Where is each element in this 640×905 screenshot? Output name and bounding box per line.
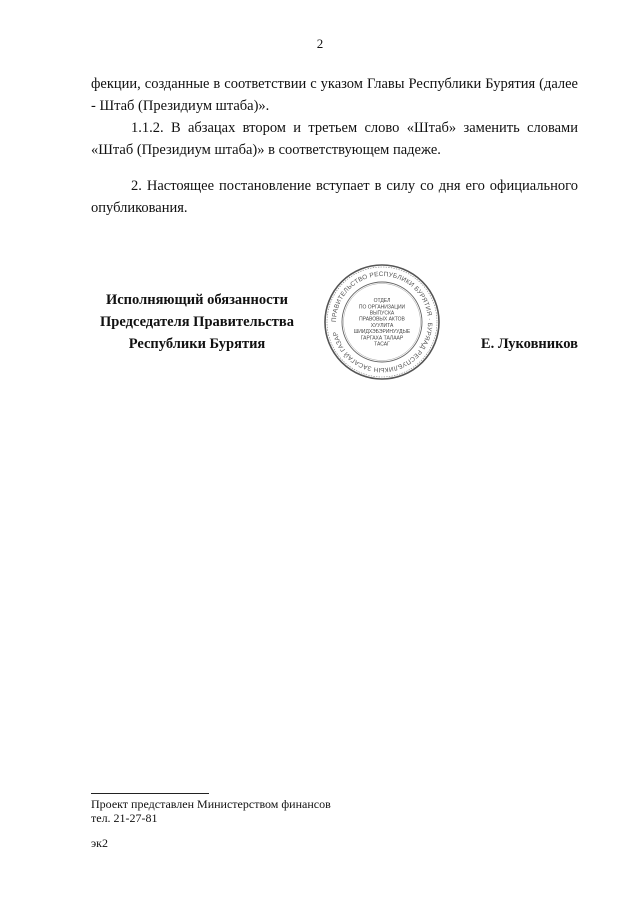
seal-inner-line: ТАСАГ	[374, 341, 390, 348]
seal-inner-text	[354, 298, 411, 347]
footer-phone: тел. 21-27-81	[91, 811, 158, 825]
paragraph-item-2: 2. Настоящее постановление вступает в силу со дня его официального опубликования.	[91, 178, 578, 216]
signatory-line-3: Республики Бурятия	[128, 336, 266, 352]
body-text-block	[91, 73, 578, 161]
footer-divider	[91, 793, 209, 794]
official-seal-icon	[322, 262, 442, 382]
page-number: 2	[316, 36, 324, 51]
seal-inner-line: ГАРГАХА ТАЛААР	[360, 335, 404, 342]
seal-inner-line: ШИИДХЭБЭРИНУУДЫЕ	[353, 329, 411, 336]
footer-presented-by: Проект представлен Министерством финансов	[91, 797, 331, 811]
seal-inner-line: ПРАВОВЫХ АКТОВ	[359, 316, 405, 323]
body-text-block-2	[91, 175, 578, 219]
seal-inner-line: ХУУЛИТА	[370, 322, 394, 329]
signatory-title	[88, 289, 306, 355]
footer-code: эк2	[91, 836, 108, 850]
seal-inner-line: ПО ОРГАНИЗАЦИИ	[358, 304, 406, 311]
signatory-line-2: Председателя Правительства	[100, 314, 294, 330]
seal-outer-textpath: ПРАВИТЕЛЬСТВО РЕСПУБЛИКИ БУРЯТИЯ · БУРЯАД РЕСПУБЛИКЫН ЗАСАГАЙ ГАЗАР	[330, 270, 434, 374]
signer-name: Е. Луковников	[480, 336, 578, 352]
seal-inner-line: ВЫПУСКА	[369, 310, 395, 317]
paragraph-continuation: фекции, созданные в соответствии с указом Главы Республики Бурятия (далее - Штаб (Президиум штаба)».	[91, 76, 578, 114]
seal-inner-line: ОТДЕЛ	[373, 298, 391, 305]
paragraph-item-1-1-2: 1.1.2. В абзацах втором и третьем слово «Штаб» заменить словами «Штаб (Президиум штаба)» в соответствующем падеже.	[91, 120, 578, 158]
signatory-line-1: Исполняющий обязанности	[105, 292, 289, 308]
